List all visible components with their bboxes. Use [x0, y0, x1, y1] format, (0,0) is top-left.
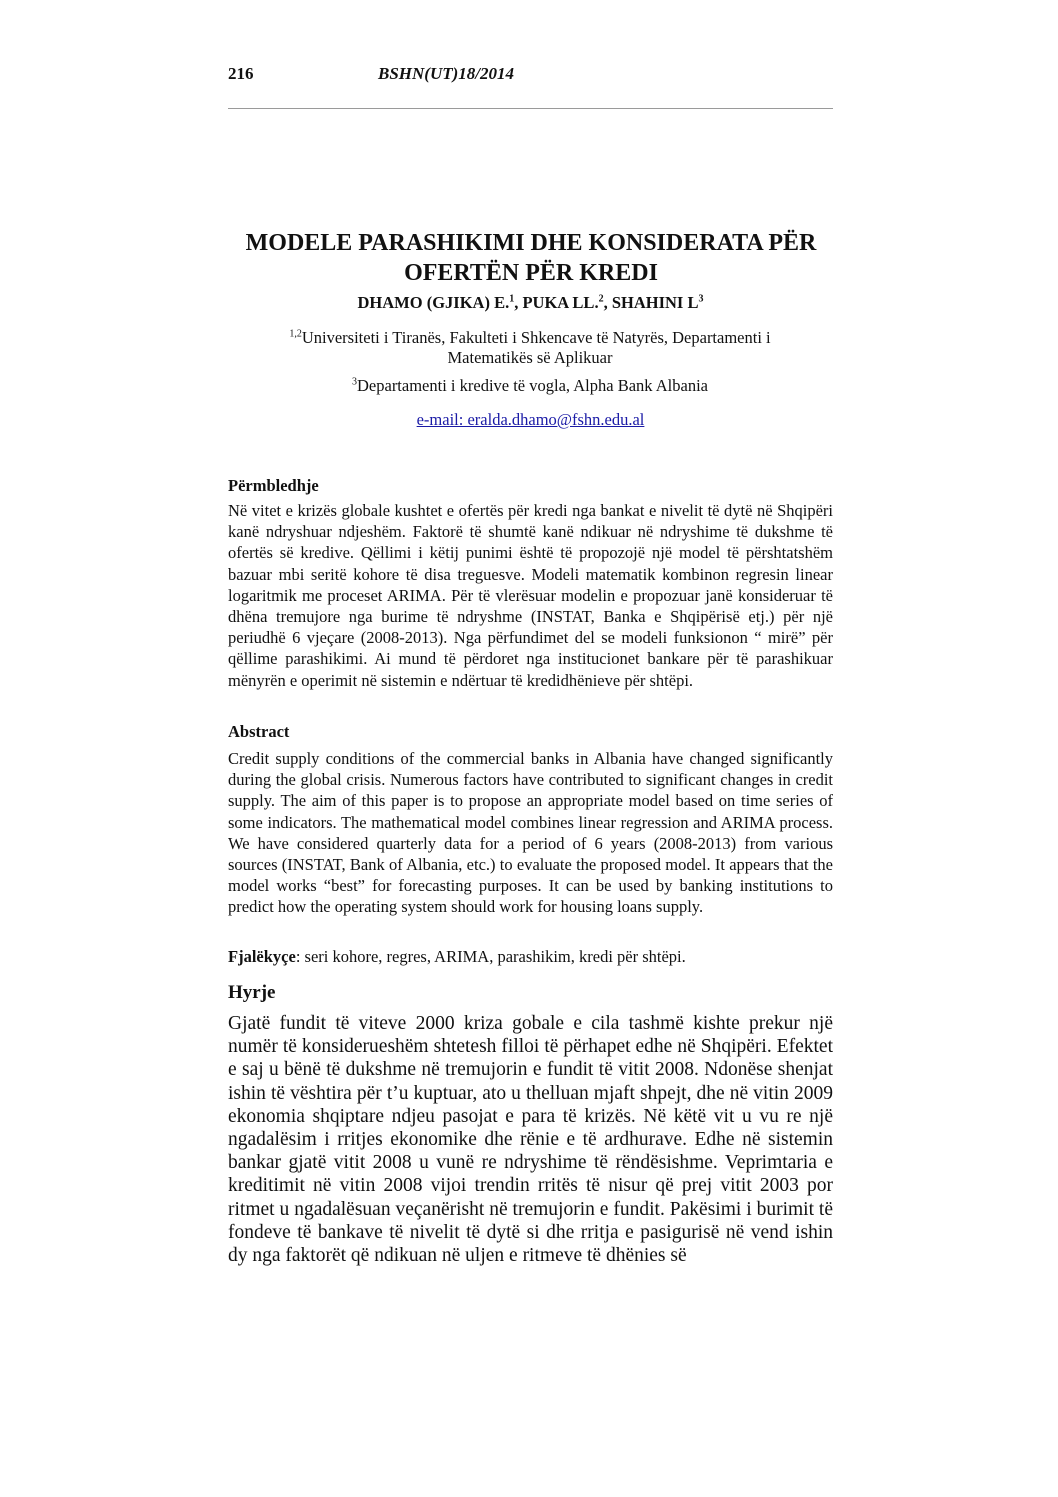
hyrje-heading: Hyrje — [228, 982, 276, 1003]
author-2-affil-mark: 2 — [598, 293, 604, 305]
paper-title — [200, 228, 862, 288]
author-3-affil-mark: 3 — [698, 293, 704, 305]
abstract-body: Credit supply conditions of the commercial banks in Albania have changed significantly during the global crisis. Numerous factors have contributed to significant changes in credit supply. The aim of this paper is to propose an appropriate model based on time series of some indicators. The mathematical model combines linear regression and ARIMA process. We have considered quarterly data for a period of 6 years (2008-2013) from various sources (INSTAT, Bank of Albania, etc.) to evaluate the proposed model. It appears that the model works “best” for forecasting purposes. It can be used by banking institutions to predict how the operating system should work for housing loans supply. — [228, 749, 833, 917]
keywords-text: : seri kohore, regres, ARIMA, parashikim, kredi për shtëpi. — [295, 947, 686, 966]
affiliation-2 — [260, 376, 800, 396]
keywords-label: Fjalëkyçe — [228, 947, 296, 966]
title-line-2: OFERTËN PËR KREDI — [404, 260, 658, 286]
affiliation-1 — [260, 328, 800, 368]
affiliation-1-line-2: Matematikës së Aplikuar — [447, 348, 613, 367]
permbledhje-body: Në vitet e krizës globale kushtet e ofertës për kredi nga bankat e nivelit të dytë në Shqipëri kanë ndryshuar ndjeshëm. Faktorë të shumtë kanë ndikuar në ndryshime të dukshme të ofertës së kredive. Qëllimi i këtij punimi është të propozojë një model të përshtatshëm bazuar mbi seritë kohore të disa treguesve. Modeli matematik kombinon regresin linear logaritmik me proceset ARIMA. Për të vlerësuar modelin e propozuar janë konsideruar të dhëna tremujore nga burime të ndryshme (INSTAT, Banka e Shqipërisë etj.) për një periudhë 6 vjeçare (2008-2013). Nga përfundimet del se modeli funksionon “ mirë” për qëllime parashikimi. Ai mund të përdoret nga institucionet bankare për të parashikuar mënyrën e operimit në sistemin e ndërtuar të kredidhënieve për shtëpi. — [228, 501, 833, 690]
author-1: DHAMO (GJIKA) E. — [357, 293, 510, 312]
affiliation-2-mark: 3 — [352, 376, 357, 388]
email-link[interactable]: e-mail: eralda.dhamo@fshn.edu.al — [416, 410, 645, 429]
contact-email — [228, 410, 833, 430]
abstract-heading: Abstract — [228, 722, 290, 741]
author-2: , PUKA LL. — [514, 293, 599, 312]
hyrje-body: Gjatë fundit të viteve 2000 kriza gobale e cila tashmë kishte prekur një numër të konsiderueshëm shtetesh filloi të përhapet edhe në Shqipëri. Efektet e saj u bënë të dukshme në tremujorin e fundit të vitit 2008. Ndonëse shenjat ishin të vështira për t’u kuptuar, ato u thelluan mjaft shpejt, dhe në vitin 2009 ekonomia shqiptare ndjeu pasojat e para të krizës. Në këtë vit u vu re një ngadalësim i rritjes ekonomike dhe rënie e të ardhurave. Edhe në sistemin bankar gjatë vitit 2008 u vunë re ndryshime të rëndësishme. Veprimtaria e kreditimit në vitin 2008 vijoi trendin rritës të nisur që prej vitit 2003 por ritmet u ngadalësuan veçanërisht në tremujorin e fundit. Pakësimi i burimit të fondeve të bankave të nivelit të dytë si dhe rritja e pasigurisë në vend ishin dy nga faktorët që ndikuan në uljen e ritmeve të dhënies së — [228, 1013, 833, 1267]
header-rule — [228, 108, 833, 109]
keywords-line — [228, 946, 833, 967]
author-3: , SHAHINI L — [603, 293, 699, 312]
page-number: 216 — [228, 64, 254, 83]
author-list — [228, 292, 833, 314]
affiliation-1-line-1: Universiteti i Tiranës, Fakulteti i Shkencave të Natyrës, Departamenti i — [301, 328, 771, 347]
affiliation-1-mark: 1,2 — [289, 328, 302, 340]
running-header — [228, 64, 833, 84]
journal-citation: BSHN(UT)18/2014 — [378, 64, 514, 83]
title-line-1: MODELE PARASHIKIMI DHE KONSIDERATA PËR — [245, 230, 817, 256]
permbledhje-heading: Përmbledhje — [228, 476, 319, 495]
affiliation-2-text: Departamenti i kredive të vogla, Alpha Bank Albania — [357, 376, 708, 395]
author-1-affil-mark: 1 — [509, 293, 515, 305]
